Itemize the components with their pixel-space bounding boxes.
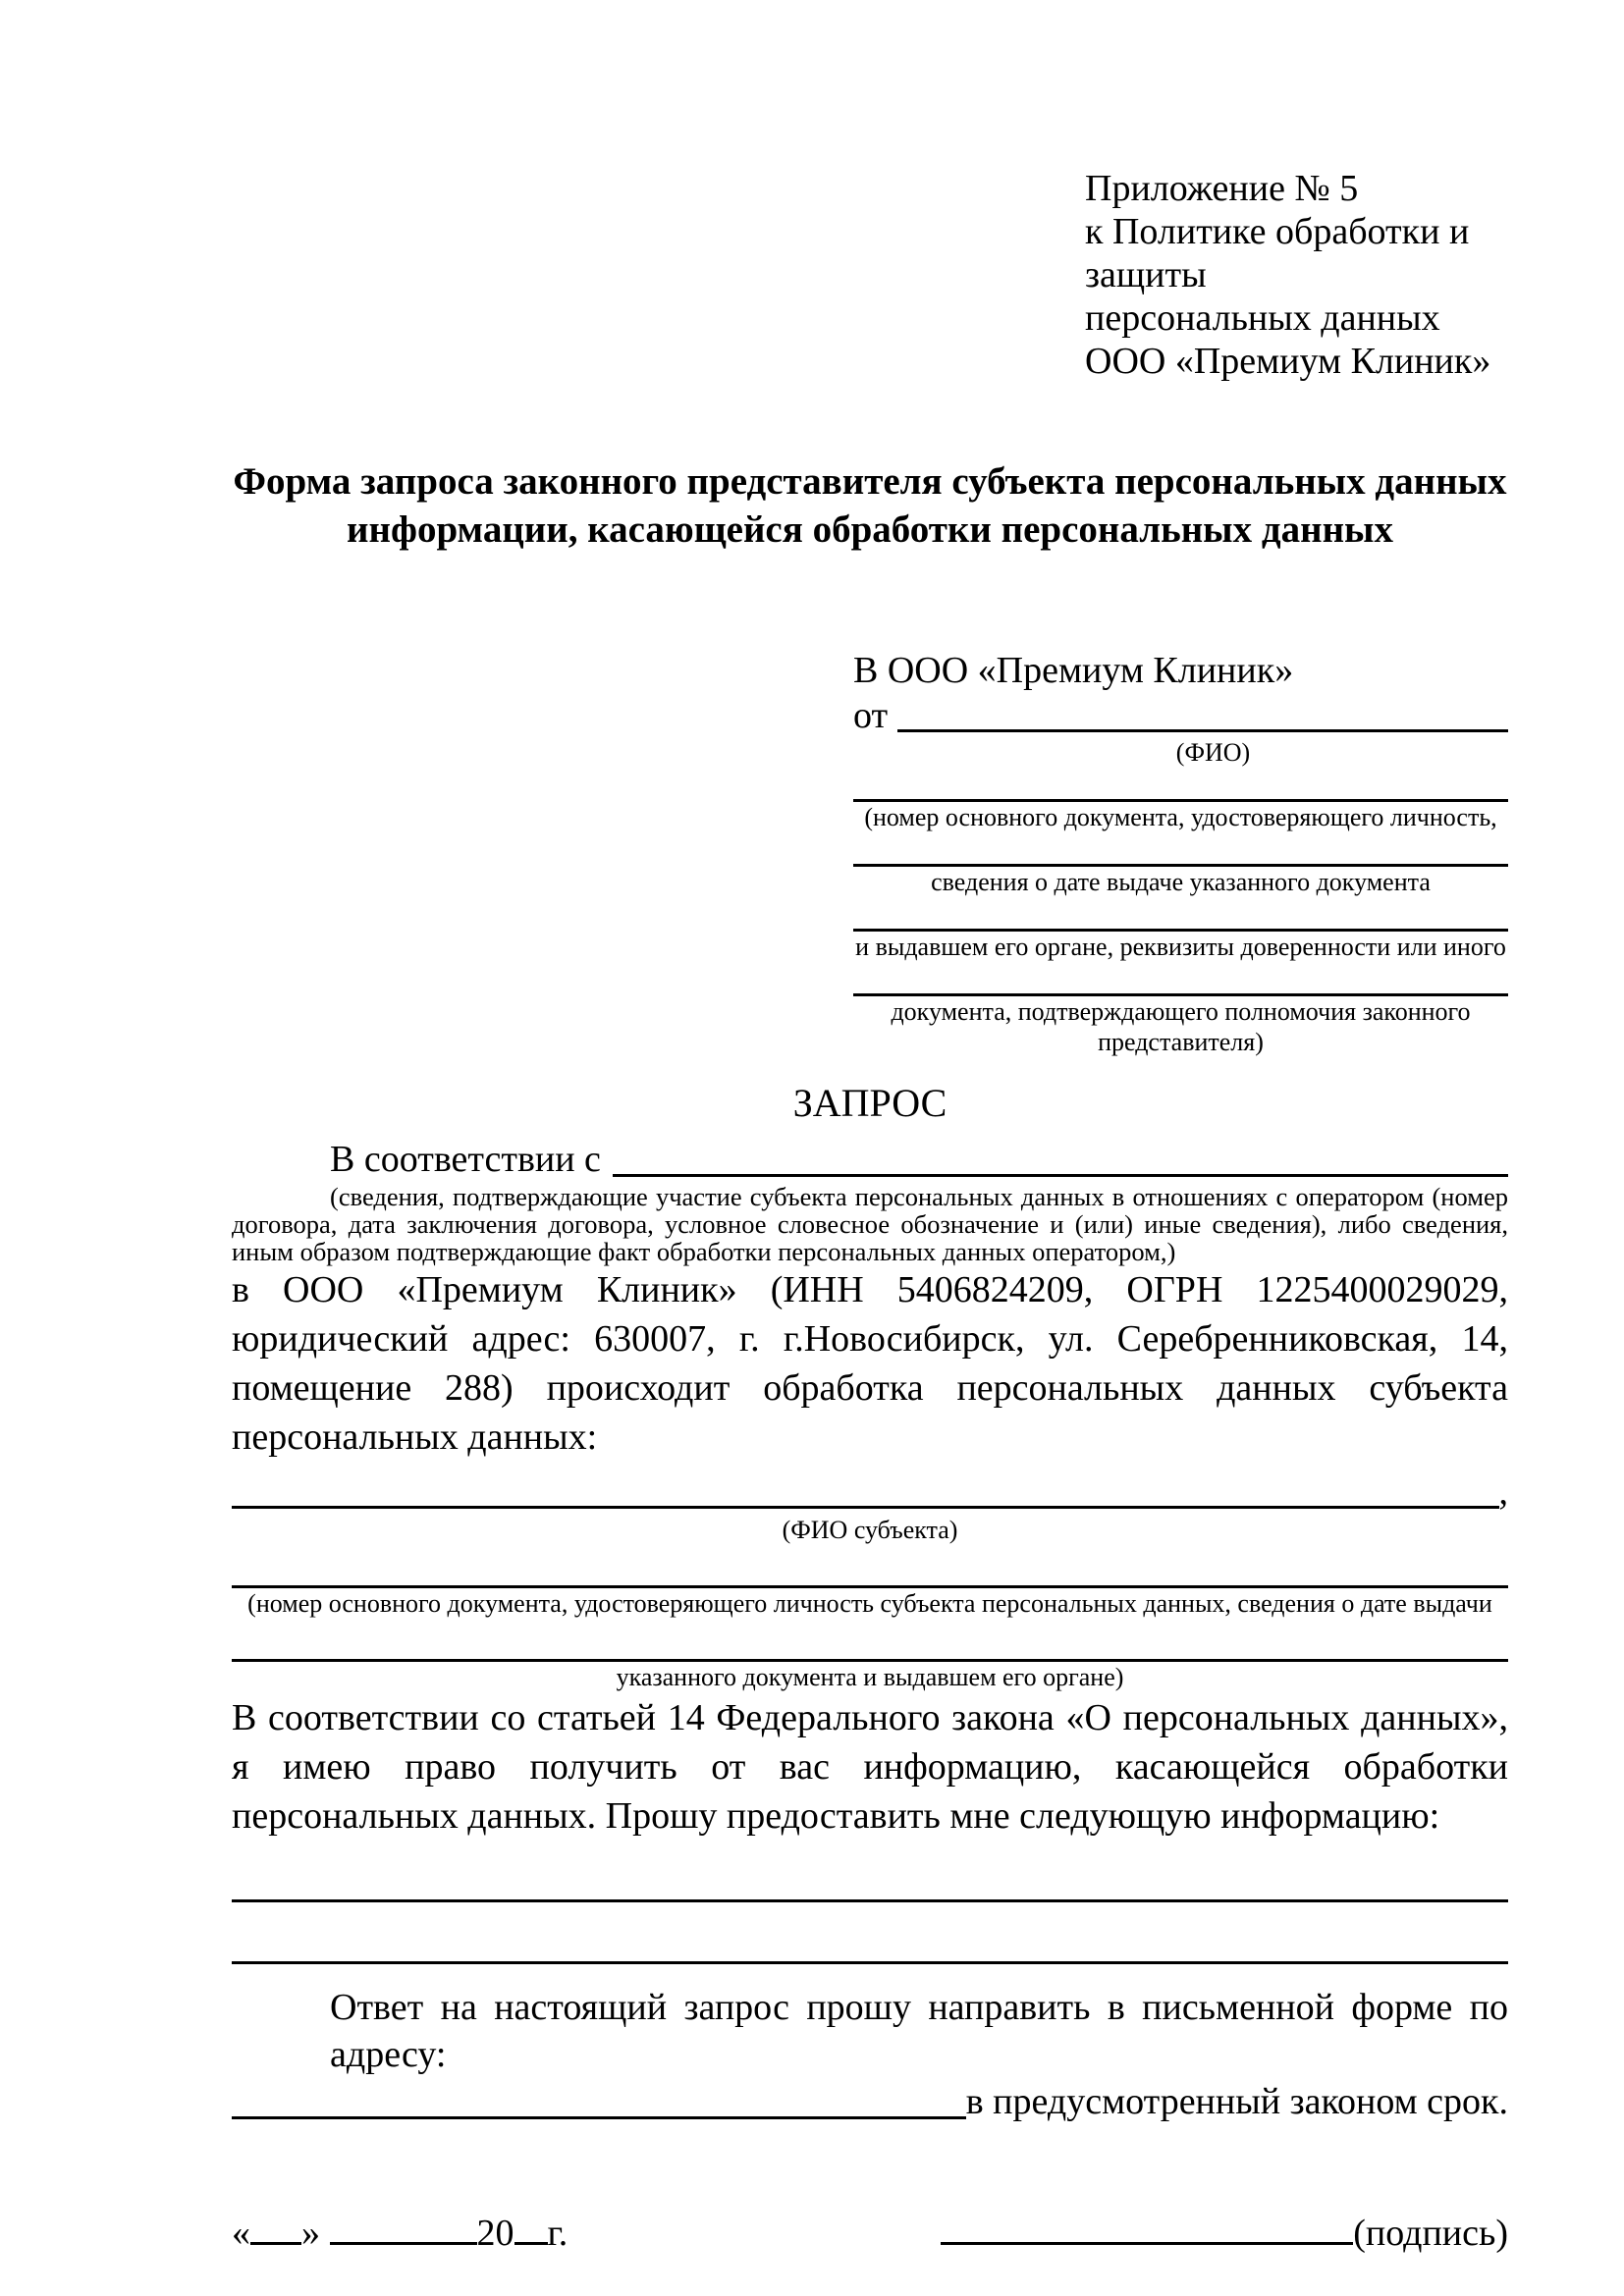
intro-row <box>232 1136 1508 1183</box>
appendix-line: персональных данных <box>1085 297 1440 339</box>
year-blank-line <box>514 2215 548 2245</box>
from-label: от <box>853 695 889 736</box>
document-title-line: информации, касающейся обработки персональных данных <box>347 508 1393 551</box>
law-paragraph: В соответствии со статьей 14 Федерального закона «О персональных данных», я имею право получить от вас информацию, касающейся обработки персональных данных. Прошу предоставить мне следующую информацию: <box>232 1697 1508 1837</box>
addressee-to: В ООО «Премиум Клиник» <box>853 650 1294 691</box>
document-title-line: Форма запроса законного представителя субъекта персональных данных <box>233 460 1507 503</box>
field-caption: документа, подтверждающего полномочия законного представителя) <box>891 997 1471 1056</box>
year-suffix: г. <box>547 2213 568 2254</box>
operator-paragraph: в ООО «Премиум Клиник» (ИНН 5406824209, ОГРН 1225400029029, юридический адрес: 630007, г. г.Новосибирск, ул. Серебренниковская, 14, помещение 288) происходит обработка персональных данных субъекта персональных данных: <box>232 1269 1508 1458</box>
signature-field <box>941 2210 1508 2257</box>
signature-blank-line <box>941 2215 1353 2245</box>
month-blank-line <box>330 2215 477 2245</box>
blank-line <box>853 768 1508 802</box>
appendix-line: Приложение № 5 <box>1085 168 1359 209</box>
addressee-block <box>853 648 1508 1057</box>
blank-line <box>232 1902 1508 1964</box>
field-caption: сведения о дате выдаче указанного документа <box>931 868 1431 896</box>
reply-paragraph: Ответ на настоящий запрос прошу направить в письменной форме по адресу: <box>330 1987 1508 2075</box>
blank-line <box>232 1506 1499 1509</box>
addressee-field-group <box>853 897 1508 962</box>
blank-line <box>232 1546 1508 1588</box>
blank-line <box>853 897 1508 932</box>
blank-line <box>232 1841 1508 1902</box>
appendix-block <box>1085 167 1508 383</box>
date-field <box>232 2210 568 2257</box>
from-row <box>853 693 1508 738</box>
subject-fio-caption: (ФИО субъекта) <box>782 1516 958 1544</box>
year-prefix: 20 <box>476 2213 514 2254</box>
addressee-field-group <box>853 832 1508 897</box>
addressee-field-group <box>853 962 1508 1057</box>
fio-caption: (ФИО) <box>1175 738 1251 767</box>
date-quote-close: » <box>301 2213 320 2254</box>
field-caption: и выдавшем его органе, реквизиты доверенности или иного <box>855 933 1506 961</box>
subject-fio-row <box>232 1469 1508 1515</box>
blank-line <box>232 2116 966 2119</box>
field-caption: (номер основного документа, удостоверяющего личность, <box>864 803 1497 831</box>
intro-label: В соответствии с <box>330 1139 601 1180</box>
footer-row <box>232 2210 1508 2257</box>
blank-line <box>232 1620 1508 1662</box>
intro-caption: (сведения, подтверждающие участие субъекта персональных данных в отношениях с оператором (номер договора, дата заключения договора, условное словесное обозначение и (или) иные сведения), либо сведения, иным образом подтверждающие факт обработки персональных данных оператором,) <box>232 1182 1508 1266</box>
signature-caption: (подпись) <box>1353 2213 1508 2254</box>
subject-line-comma: , <box>1498 1471 1508 1513</box>
blank-line <box>853 832 1508 867</box>
subject-doc-caption: (номер основного документа, удостоверяющего личность субъекта персональных данных, сведения о дате выдачи <box>247 1589 1492 1618</box>
date-quote-open: « <box>232 2213 250 2254</box>
intro-blank-line <box>613 1174 1508 1177</box>
document-title <box>232 457 1508 554</box>
subject-doc-caption: указанного документа и выдавшем его органе) <box>616 1663 1124 1691</box>
blank-line <box>853 962 1508 996</box>
reply-suffix: в предусмотренный законом срок. <box>965 2081 1508 2122</box>
reply-address-row <box>232 2078 1508 2125</box>
appendix-line: к Политике обработки и защиты <box>1085 211 1470 295</box>
day-blank-line <box>250 2215 301 2245</box>
request-heading: ЗАПРОС <box>792 1081 947 1125</box>
addressee-field-group <box>853 768 1508 832</box>
from-blank-line <box>897 729 1508 732</box>
appendix-line: ООО «Премиум Клиник» <box>1085 341 1491 382</box>
